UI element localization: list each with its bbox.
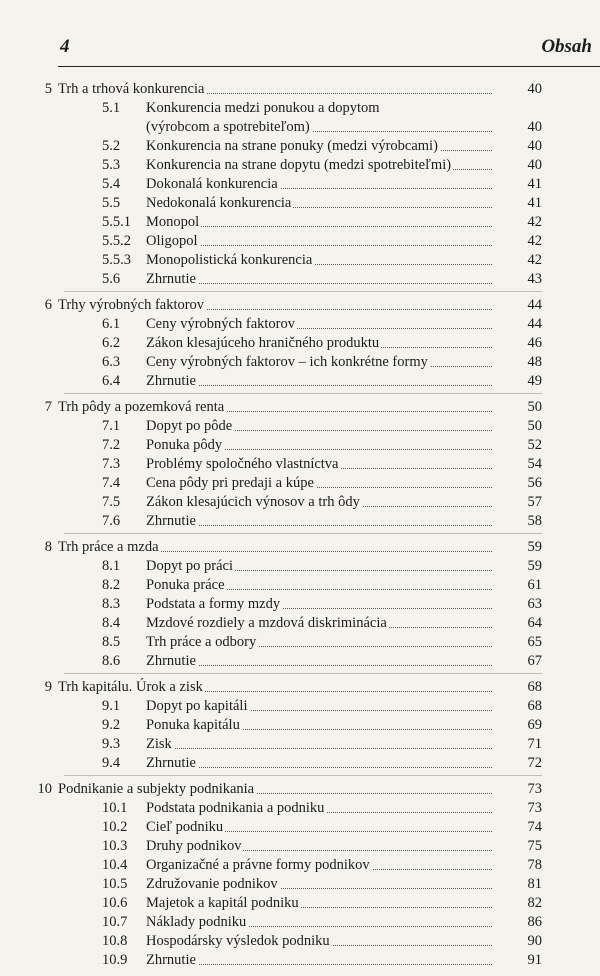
toc-section-entry	[64, 735, 542, 754]
entry-page: 50	[527, 418, 542, 434]
toc-section-entry	[64, 716, 542, 735]
toc-chapter	[44, 398, 542, 534]
entry-number: 10.4	[102, 857, 128, 873]
entry-page: 69	[527, 717, 542, 733]
entry-page: 52	[527, 437, 542, 453]
entry-title-text: Hospodársky výsledok podniku	[146, 933, 330, 949]
entry-number: 5.3	[102, 157, 121, 173]
entry-title-text: Ceny výrobných faktorov	[146, 316, 295, 332]
entry-page: 86	[527, 914, 542, 930]
entry-title-text: Zákon klesajúceho hraničného produktu	[146, 335, 380, 351]
toc-section-entry	[64, 334, 542, 353]
entry-title	[146, 894, 492, 913]
toc-chapter	[44, 80, 542, 292]
entry-number: 9	[44, 679, 52, 695]
entry-page: 72	[527, 755, 542, 771]
entry-title	[146, 372, 492, 391]
entry-title-text: (výrobcom a spotrebiteľom)	[146, 119, 310, 135]
entry-title	[146, 175, 492, 194]
entry-page: 46	[527, 335, 542, 351]
entry-title	[146, 417, 492, 436]
entry-title-text: Náklady podniku	[146, 914, 247, 930]
toc-section-entry	[64, 213, 542, 232]
toc-section-entry	[64, 118, 542, 137]
entry-title	[146, 875, 492, 894]
toc-section-entry	[64, 372, 542, 391]
entry-number: 6	[44, 297, 52, 313]
entry-page: 65	[527, 634, 542, 650]
entry-title	[146, 754, 492, 773]
entry-title-text: Dopyt po pôde	[146, 418, 233, 434]
entry-page: 42	[527, 252, 542, 268]
toc-section-entry	[64, 837, 542, 856]
entry-page: 56	[527, 475, 542, 491]
page-number: 4	[60, 36, 70, 57]
entry-title	[146, 932, 492, 951]
toc-section-entry	[64, 652, 542, 671]
toc-section-entry	[64, 474, 542, 493]
toc-chapter	[44, 296, 542, 394]
entry-title	[146, 735, 492, 754]
entry-page: 59	[527, 539, 542, 555]
entry-page: 90	[527, 933, 542, 949]
entry-title	[146, 353, 492, 372]
entry-title-text: Nedokonalá konkurencia	[146, 195, 292, 211]
entry-title	[58, 538, 492, 557]
entry-page: 58	[527, 513, 542, 529]
entry-title	[146, 270, 492, 289]
entry-page: 82	[527, 895, 542, 911]
entry-title-text: Zhrnutie	[146, 513, 196, 529]
entry-number: 10.5	[102, 876, 128, 892]
toc-section-entry	[64, 455, 542, 474]
toc-section-entry	[64, 894, 542, 913]
entry-page: 44	[527, 297, 542, 313]
entry-title-text: Trhy výrobných faktorov	[58, 297, 205, 313]
toc-section-entry	[64, 697, 542, 716]
toc-section-entry	[64, 417, 542, 436]
entry-number: 8	[44, 539, 52, 555]
entry-title-text: Majetok a kapitál podniku	[146, 895, 299, 911]
entry-page: 68	[527, 679, 542, 695]
entry-number: 8.6	[102, 653, 121, 669]
toc-section-entry	[64, 137, 542, 156]
toc-section-entry	[64, 818, 542, 837]
entry-number: 7	[44, 399, 52, 415]
entry-title	[146, 614, 492, 633]
entry-page: 40	[527, 157, 542, 173]
entry-title	[146, 315, 492, 334]
entry-title	[146, 576, 492, 595]
entry-number: 7.2	[102, 437, 121, 453]
entry-number: 8.1	[102, 558, 121, 574]
entry-page: 48	[527, 354, 542, 370]
entry-page: 61	[527, 577, 542, 593]
entry-page: 57	[527, 494, 542, 510]
entry-title-text: Cena pôdy pri predaji a kúpe	[146, 475, 314, 491]
toc-chapter	[37, 780, 542, 972]
header-title: Obsah	[541, 36, 592, 57]
entry-number: 6.2	[102, 335, 121, 351]
entry-title	[146, 493, 492, 512]
entry-page: 73	[527, 800, 542, 816]
toc-chapter	[44, 678, 542, 776]
entry-title-text: Ponuka pôdy	[146, 437, 223, 453]
entry-number: 5.5.2	[102, 233, 131, 249]
entry-number: 8.2	[102, 577, 121, 593]
toc-section-entry	[64, 175, 542, 194]
toc-section-entry	[64, 799, 542, 818]
entry-page: 41	[527, 176, 542, 192]
entry-number: 10.7	[102, 914, 128, 930]
table-of-contents	[0, 80, 600, 976]
toc-chapter-entry	[44, 398, 542, 417]
entry-title-text: Trh pôdy a pozemková renta	[58, 399, 225, 415]
entry-title	[146, 837, 492, 856]
entry-number: 10.3	[102, 838, 128, 854]
entry-page: 81	[527, 876, 542, 892]
toc-section-entry	[64, 913, 542, 932]
entry-title-text: Ponuka práce	[146, 577, 225, 593]
toc-section-entry	[64, 353, 542, 372]
entry-title-text: Monopolistická konkurencia	[146, 252, 313, 268]
entry-title	[146, 436, 492, 455]
entry-title-text: Zisk	[146, 736, 172, 752]
entry-number: 5.5.3	[102, 252, 131, 268]
entry-number: 6.3	[102, 354, 121, 370]
entry-title-text: Ceny výrobných faktorov – ich konkrétne formy	[146, 354, 428, 370]
entry-title-text: Konkurencia na strane ponuky (medzi výrobcami)	[146, 138, 438, 154]
entry-number: 5.1	[102, 100, 121, 116]
toc-section-entry	[64, 932, 542, 951]
toc-section-entry	[64, 557, 542, 576]
entry-title-text: Dopyt po kapitáli	[146, 698, 248, 714]
entry-title	[146, 213, 492, 232]
entry-title-text: Dopyt po práci	[146, 558, 233, 574]
entry-number: 10.8	[102, 933, 128, 949]
toc-section-entry	[64, 493, 542, 512]
toc-section-entry	[64, 194, 542, 213]
entry-number: 6.1	[102, 316, 121, 332]
entry-title	[146, 455, 492, 474]
entry-title	[146, 137, 492, 156]
toc-section-entry	[64, 595, 542, 614]
entry-page: 67	[527, 653, 542, 669]
toc-section-entry	[64, 754, 542, 773]
entry-page: 40	[527, 81, 542, 97]
entry-number: 8.3	[102, 596, 121, 612]
entry-number: 10.1	[102, 800, 128, 816]
toc-chapter-entry	[44, 538, 542, 557]
entry-title-text: Podstata a formy mzdy	[146, 596, 281, 612]
entry-page: 40	[527, 119, 542, 135]
entry-page: 73	[527, 781, 542, 797]
entry-title-text: Druhy podnikov	[146, 838, 242, 854]
entry-title-text: Konkurencia na strane dopytu (medzi spotrebiteľmi)	[146, 157, 452, 173]
entry-title	[146, 474, 492, 493]
entry-title-text: Dokonalá konkurencia	[146, 176, 278, 192]
entry-page: 64	[527, 615, 542, 631]
entry-title	[146, 951, 492, 970]
entry-number: 9.2	[102, 717, 121, 733]
toc-section-entry	[64, 156, 542, 175]
entry-title-text: Mzdové rozdiely a mzdová diskriminácia	[146, 615, 387, 631]
entry-title	[58, 398, 492, 417]
entry-title	[146, 799, 492, 818]
entry-title	[58, 780, 492, 799]
toc-section-entry	[64, 614, 542, 633]
toc-section-entry	[64, 951, 542, 970]
toc-chapter-entry	[44, 80, 542, 99]
entry-title-text: Ponuka kapitálu	[146, 717, 240, 733]
entry-number: 7.1	[102, 418, 121, 434]
entry-page: 71	[527, 736, 542, 752]
entry-number: 9.4	[102, 755, 121, 771]
entry-title	[146, 595, 492, 614]
entry-title-text: Zhrnutie	[146, 271, 196, 287]
entry-title	[146, 716, 492, 735]
entry-number: 10	[37, 781, 52, 797]
entry-title-text: Monopol	[146, 214, 200, 230]
entry-page: 43	[527, 271, 542, 287]
entry-title	[146, 99, 492, 118]
entry-page: 54	[527, 456, 542, 472]
toc-section-entry	[64, 270, 542, 289]
entry-title	[146, 856, 492, 875]
toc-section-entry	[64, 856, 542, 875]
entry-title-text: Trh práce a odbory	[146, 634, 257, 650]
entry-number: 7.4	[102, 475, 121, 491]
entry-number: 10.6	[102, 895, 128, 911]
entry-number: 5.6	[102, 271, 121, 287]
entry-title	[146, 633, 492, 652]
toc-section-entry	[64, 99, 542, 118]
entry-page: 78	[527, 857, 542, 873]
entry-title	[146, 557, 492, 576]
entry-title-text: Združovanie podnikov	[146, 876, 278, 892]
entry-title	[146, 232, 492, 251]
entry-number: 5.2	[102, 138, 121, 154]
entry-number: 7.6	[102, 513, 121, 529]
entry-title-text: Organizačné a právne formy podnikov	[146, 857, 370, 873]
toc-section-entry	[64, 512, 542, 531]
entry-title	[146, 251, 492, 270]
entry-number: 7.3	[102, 456, 121, 472]
entry-page: 42	[527, 214, 542, 230]
entry-page: 59	[527, 558, 542, 574]
entry-title	[146, 512, 492, 531]
entry-page: 74	[527, 819, 542, 835]
entry-number: 10.9	[102, 952, 128, 968]
toc-section-entry	[64, 875, 542, 894]
entry-title	[58, 80, 492, 99]
entry-page: 41	[527, 195, 542, 211]
entry-title-text: Zhrnutie	[146, 755, 196, 771]
entry-title-text: Zhrnutie	[146, 373, 196, 389]
entry-title	[58, 678, 492, 697]
page-header	[0, 0, 600, 70]
entry-number: 5.5	[102, 195, 121, 211]
entry-title	[146, 334, 492, 353]
entry-title-text: Trh kapitálu. Úrok a zisk	[58, 679, 203, 695]
entry-number: 7.5	[102, 494, 121, 510]
entry-number: 5	[44, 81, 52, 97]
entry-title	[146, 913, 492, 932]
toc-section-entry	[64, 251, 542, 270]
header-rule	[58, 66, 600, 67]
entry-page: 91	[527, 952, 542, 968]
entry-page: 63	[527, 596, 542, 612]
entry-title-text: Oligopol	[146, 233, 198, 249]
entry-number: 9.3	[102, 736, 121, 752]
entry-title	[146, 194, 492, 213]
toc-section-entry	[64, 315, 542, 334]
toc-chapter-entry	[44, 678, 542, 697]
toc-section-entry	[64, 576, 542, 595]
entry-number: 9.1	[102, 698, 121, 714]
entry-title-text: Problémy spoločného vlastníctva	[146, 456, 339, 472]
entry-number: 8.4	[102, 615, 121, 631]
entry-page: 40	[527, 138, 542, 154]
entry-title	[146, 818, 492, 837]
entry-title	[146, 652, 492, 671]
entry-title-text: Konkurencia medzi ponukou a dopytom	[146, 100, 380, 116]
entry-title-text: Zhrnutie	[146, 653, 196, 669]
entry-page: 50	[527, 399, 542, 415]
entry-title-text: Podstata podnikania a podniku	[146, 800, 325, 816]
entry-page: 49	[527, 373, 542, 389]
entry-title-text: Zákon klesajúcich výnosov a trh ôdy	[146, 494, 360, 510]
entry-page: 75	[527, 838, 542, 854]
entry-page: 42	[527, 233, 542, 249]
entry-number: 5.5.1	[102, 214, 131, 230]
entry-number: 8.5	[102, 634, 121, 650]
entry-number: 6.4	[102, 373, 121, 389]
entry-title-text: Cieľ podniku	[146, 819, 224, 835]
toc-chapter	[44, 538, 542, 674]
entry-title-text: Trh a trhová konkurencia	[58, 81, 205, 97]
entry-page: 44	[527, 316, 542, 332]
entry-title	[146, 697, 492, 716]
toc-section-entry	[64, 633, 542, 652]
toc-chapter-entry	[37, 780, 542, 799]
entry-title	[146, 118, 492, 137]
entry-number: 10.2	[102, 819, 128, 835]
entry-number: 5.4	[102, 176, 121, 192]
toc-chapter-entry	[44, 296, 542, 315]
toc-section-entry	[64, 436, 542, 455]
entry-title-text: Podnikanie a subjekty podnikania	[58, 781, 255, 797]
entry-title	[58, 296, 492, 315]
entry-title-text: Zhrnutie	[146, 952, 196, 968]
entry-title-text: Trh práce a mzda	[58, 539, 159, 555]
entry-page: 68	[527, 698, 542, 714]
toc-section-entry	[64, 232, 542, 251]
entry-title	[146, 156, 492, 175]
